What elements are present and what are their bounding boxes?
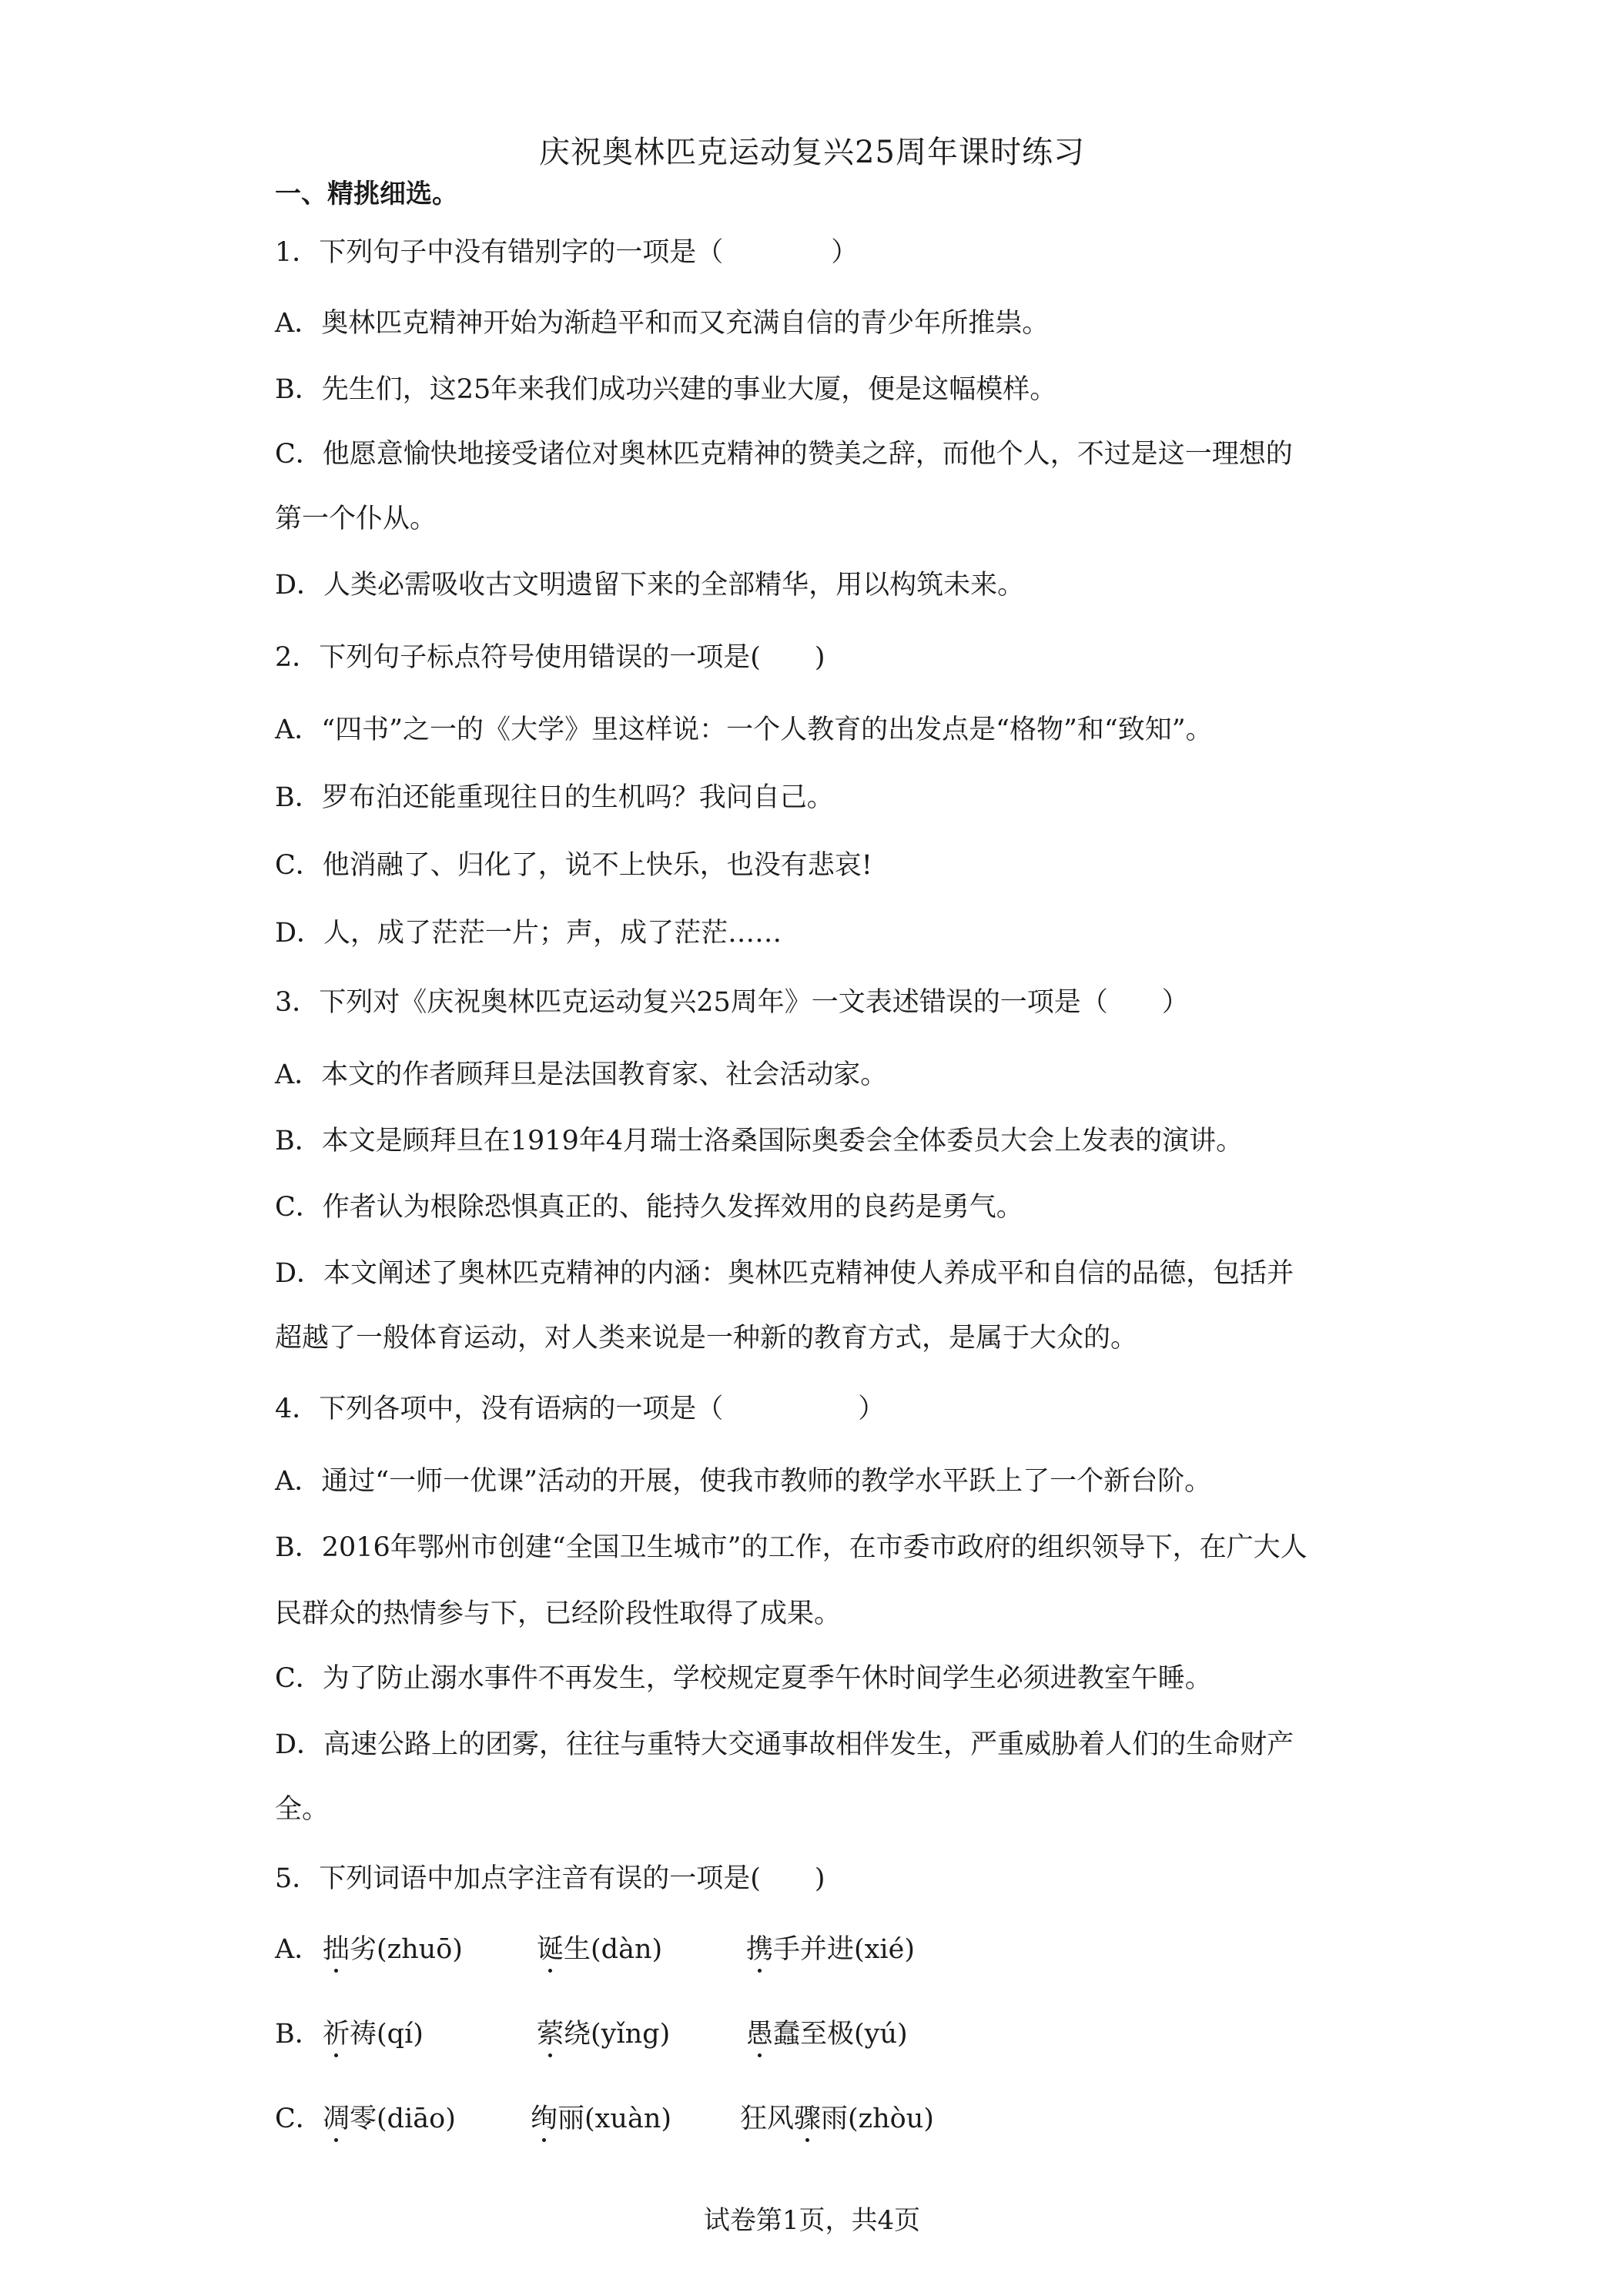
q3-option-a: A．本文的作者顾拜旦是法国教育家、社会活动家。	[275, 1059, 888, 1090]
q3-option-b: B．本文是顾拜旦在1919年4月瑞士洛桑国际奥委会全体委员大会上发表的演讲。	[275, 1126, 1244, 1156]
q1-stem: 1．下列句子中没有错别字的一项是（ ）	[275, 237, 859, 268]
dotted-char: 骤	[794, 2104, 822, 2134]
q5-stem: 5．下列词语中加点字注音有误的一项是( )	[275, 1863, 825, 1894]
q1-option-b: B．先生们，这25年来我们成功兴建的事业大厦，便是这幅模样。	[275, 374, 1057, 405]
q5-option-c	[275, 2104, 934, 2134]
option-label: C．	[275, 2104, 323, 2134]
q5-c-word1	[323, 2104, 456, 2134]
q2-option-b: B．罗布泊还能重现往日的生机吗？我问自己。	[275, 782, 834, 813]
option-label: A．	[275, 1934, 322, 1965]
word-suffix: 生(dàn)	[564, 1934, 663, 1965]
word-suffix: 零(diāo)	[350, 2104, 456, 2134]
dotted-char: 绚	[531, 2104, 558, 2134]
q4-option-d-line2: 全。	[275, 1794, 330, 1825]
q5-c-word3	[740, 2104, 934, 2134]
dotted-char: 祈	[323, 2019, 350, 2050]
q5-option-b	[275, 2019, 908, 2050]
dotted-char: 拙	[323, 1934, 350, 1965]
q4-stem: 4．下列各项中，没有语病的一项是（ ）	[275, 1394, 886, 1424]
q1-option-d: D．人类必需吸收古文明遗留下来的全部精华，用以构筑未来。	[275, 570, 1025, 601]
q5-c-word2	[531, 2104, 671, 2134]
word-suffix: 劣(zhuō)	[350, 1934, 463, 1965]
dotted-char: 萦	[537, 2019, 564, 2050]
q2-option-c: C．他消融了、归化了，说不上快乐，也没有悲哀!	[275, 850, 872, 881]
q4-option-c: C．为了防止溺水事件不再发生，学校规定夏季午休时间学生必须进教室午睡。	[275, 1663, 1212, 1694]
word-suffix: 祷(qí)	[350, 2019, 424, 2050]
q2-stem: 2．下列句子标点符号使用错误的一项是( )	[275, 642, 825, 673]
section-heading: 一、精挑细选。	[275, 179, 458, 209]
word-suffix: 雨(zhòu)	[821, 2104, 934, 2134]
q1-option-a: A．奥林匹克精神开始为渐趋平和而又充满自信的青少年所推祟。	[275, 308, 1050, 339]
word-suffix: 绕(yǐng)	[564, 2019, 671, 2050]
word-suffix: 丽(xuàn)	[558, 2104, 672, 2134]
q5-b-word1	[323, 2019, 424, 2050]
q4-option-d-line1: D．高速公路上的团雾，往往与重特大交通事故相伴发生，严重威胁着人们的生命财产	[275, 1729, 1294, 1760]
q3-option-d-line2: 超越了一般体育运动，对人类来说是一种新的教育方式，是属于大众的。	[275, 1323, 1138, 1354]
q1-option-c-line2: 第一个仆从。	[275, 504, 437, 534]
word-suffix: 手并进(xié)	[773, 1934, 915, 1965]
q2-option-d: D．人，成了茫茫一片；声，成了茫茫……	[275, 918, 782, 949]
q4-option-b-line2: 民群众的热情参与下，已经阶段性取得了成果。	[275, 1598, 842, 1629]
q5-a-word1	[323, 1934, 463, 1965]
q3-stem: 3．下列对《庆祝奥林匹克运动复兴25周年》一文表述错误的一项是（ ）	[275, 987, 1189, 1018]
q3-option-d-line1: D．本文阐述了奥林匹克精神的内涵：奥林匹克精神使人养成平和自信的品德，包括并	[275, 1258, 1294, 1289]
q4-option-b-line1: B．2016年鄂州市创建“全国卫生城市”的工作，在市委市政府的组织领导下，在广大人	[275, 1532, 1308, 1563]
q5-b-word2	[537, 2019, 670, 2050]
dotted-char: 携	[746, 1934, 774, 1965]
q5-a-word2	[537, 1934, 662, 1965]
q5-option-a	[275, 1934, 915, 1965]
q1-option-c-line1: C．他愿意愉快地接受诸位对奥林匹克精神的赞美之辞，而他个人，不过是这一理想的	[275, 439, 1293, 470]
q5-b-word3	[746, 2019, 908, 2050]
dotted-char: 凋	[323, 2104, 350, 2134]
word-prefix: 狂风	[740, 2104, 795, 2134]
word-suffix: 蠢至极(yú)	[773, 2019, 908, 2050]
dotted-char: 愚	[746, 2019, 774, 2050]
q2-option-a: A．“四书”之一的《大学》里这样说：一个人教育的出发点是“格物”和“致知”。	[275, 715, 1213, 745]
page-footer: 试卷第1页，共4页	[703, 2205, 921, 2236]
page-title: 庆祝奥林匹克运动复兴25周年课时练习	[539, 135, 1085, 170]
q3-option-c: C．作者认为根除恐惧真正的、能持久发挥效用的良药是勇气。	[275, 1192, 1023, 1223]
option-label: B．	[275, 2019, 322, 2050]
dotted-char: 诞	[537, 1934, 564, 1965]
q4-option-a: A．通过“一师一优课”活动的开展，使我市教师的教学水平跃上了一个新台阶。	[275, 1466, 1212, 1497]
q5-a-word3	[746, 1934, 915, 1965]
